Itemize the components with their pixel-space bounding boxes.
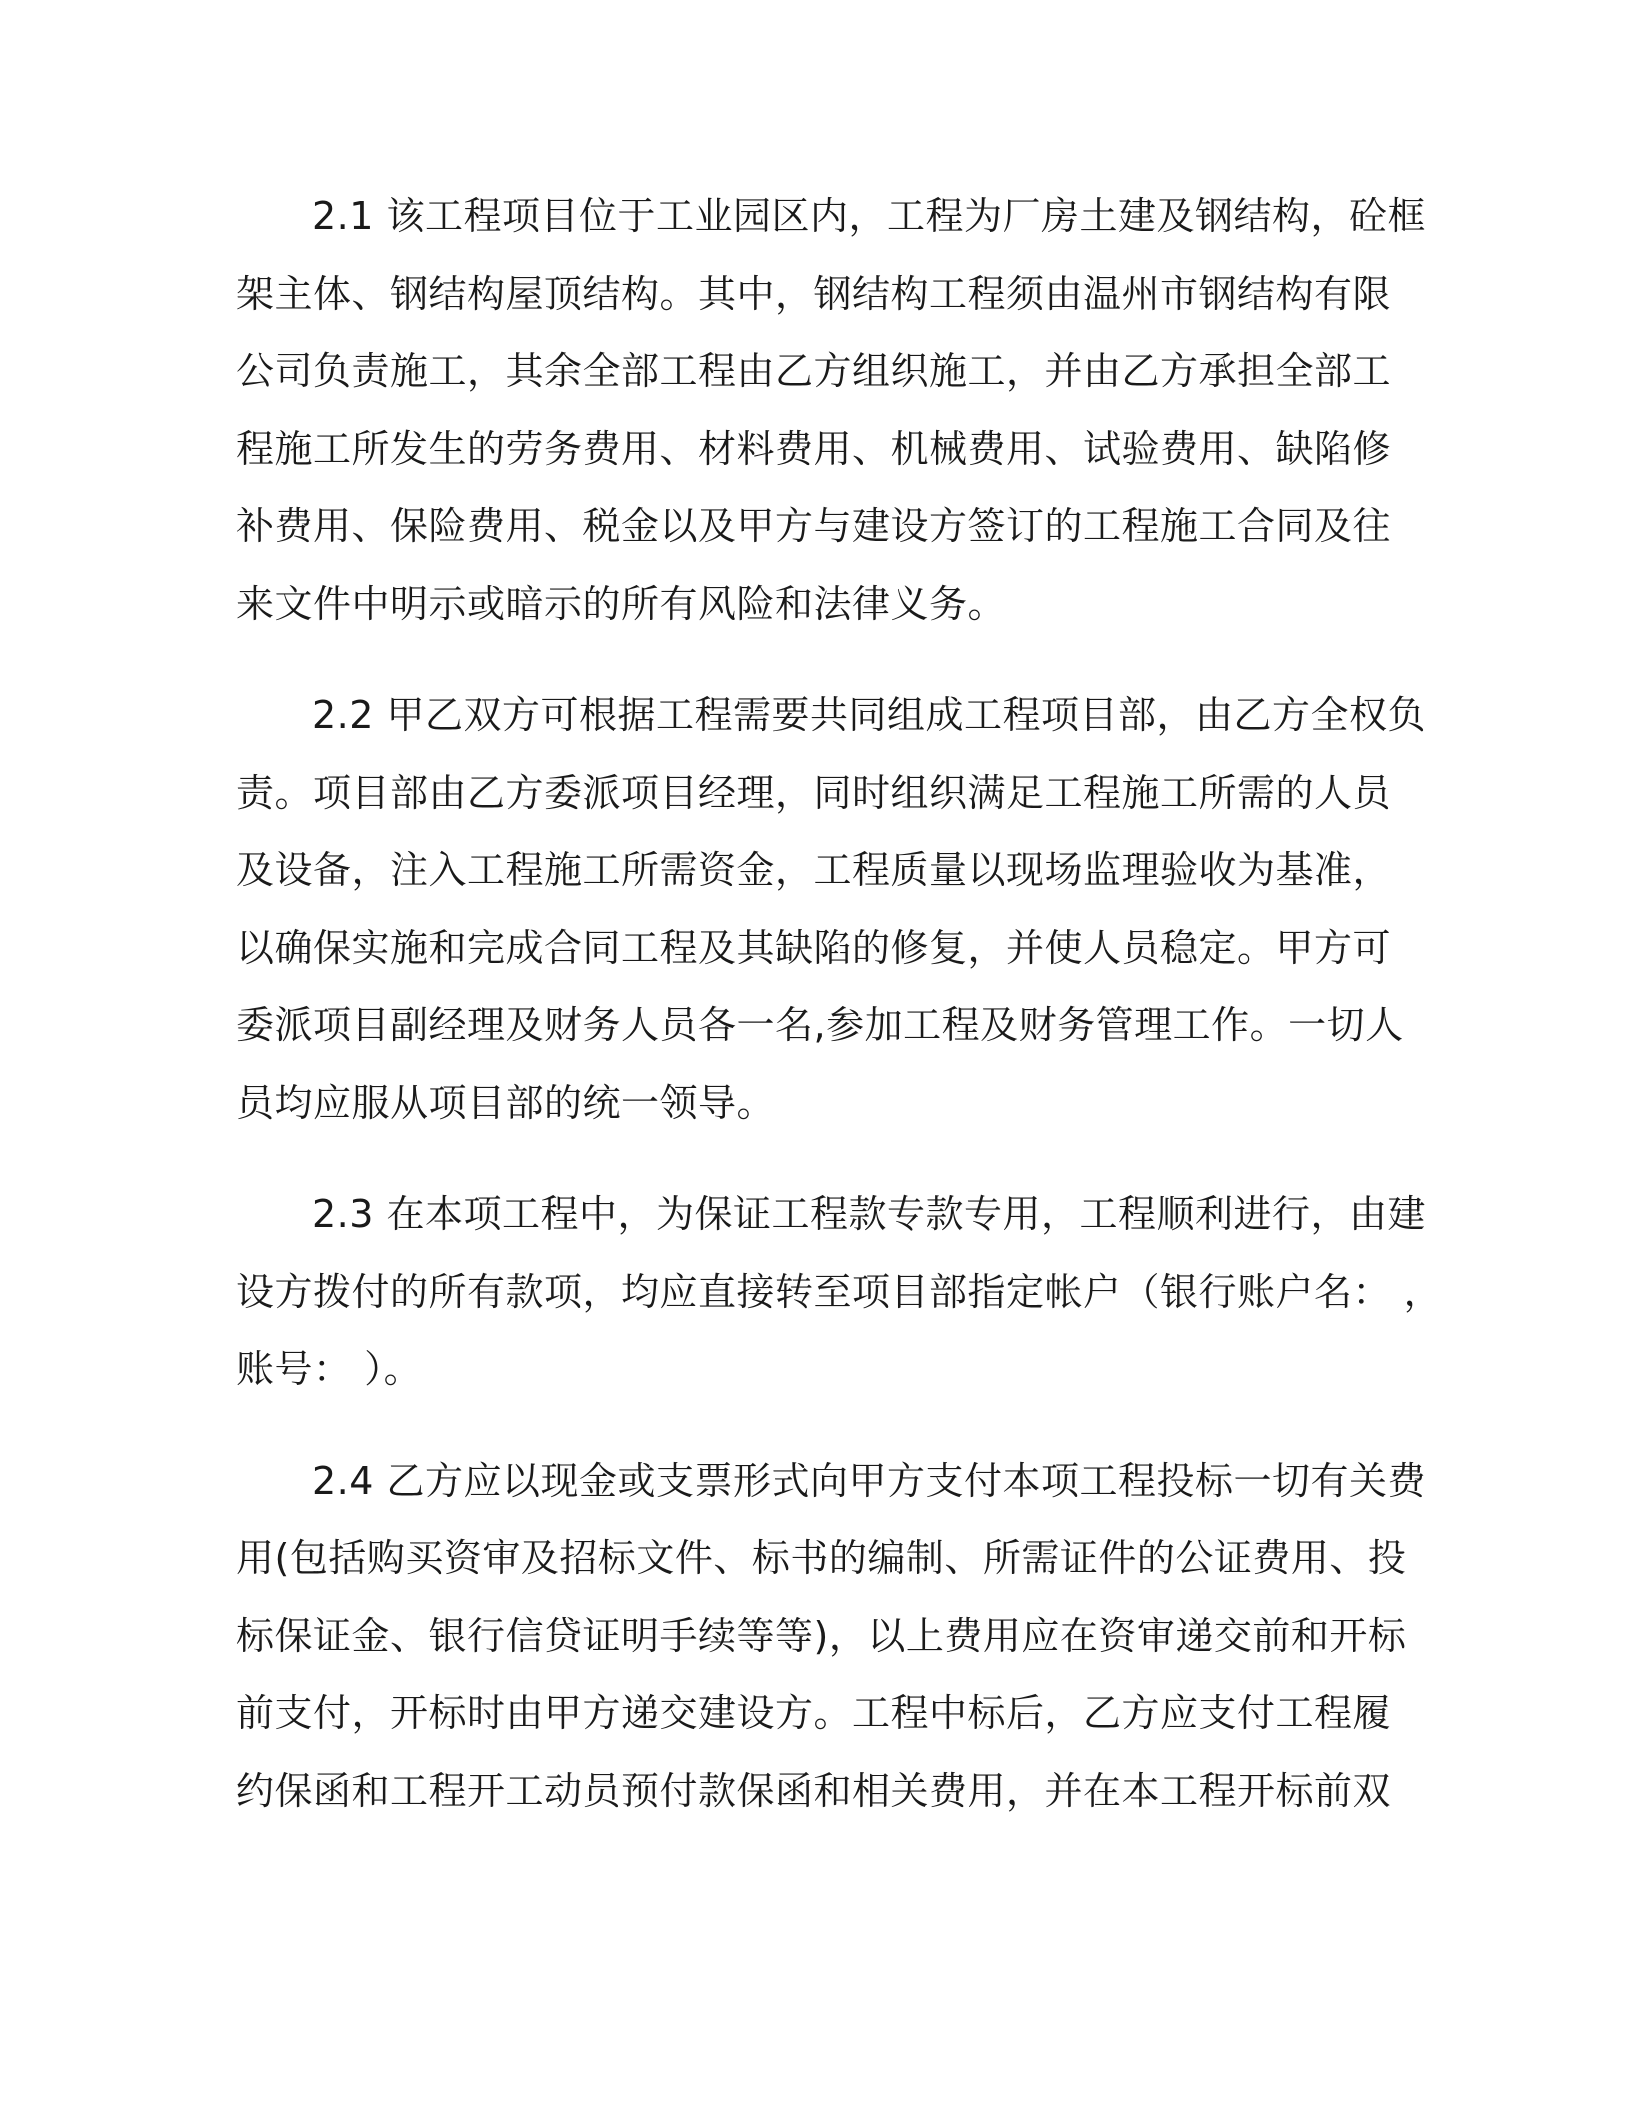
paragraph-line: 账号： ）。 [236,1347,423,1391]
paragraph-line: 架主体、钢结构屋顶结构。其中，钢结构工程须由温州市钢结构有限 [236,271,1392,316]
paragraph-2-3 [236,1176,1443,1409]
paragraph-line: 2.4 乙方应以现金或支票形式向甲方支付本项工程投标一切有关费 [312,1458,1427,1503]
paragraph-line: 补费用、保险费用、税金以及甲方与建设方签订的工程施工合同及往 [236,504,1392,548]
paragraph-line: 来文件中明示或暗示的所有风险和法律义务。 [236,581,1007,626]
paragraph-line: 2.2 甲乙双方可根据工程需要共同组成工程项目部，由乙方全权负 [312,693,1427,737]
paragraph-line: 公司负责施工，其余全部工程由乙方组织施工，并由乙方承担全部工 [236,349,1392,393]
paragraph-line: 委派项目副经理及财务人员各一名,参加工程及财务管理工作。一切人 [236,1003,1404,1047]
paragraph-line: 设方拨付的所有款项，均应直接转至项目部指定帐户（银行账户名： ， [236,1269,1443,1314]
paragraph-line: 责。项目部由乙方委派项目经理，同时组织满足工程施工所需的人员 [236,770,1392,815]
paragraph-line: 2.1 该工程项目位于工业园区内，工程为厂房土建及钢结构，砼框 [312,194,1427,238]
paragraph-line: 程施工所发生的劳务费用、材料费用、机械费用、试验费用、缺陷修 [236,426,1392,471]
paragraph-line: 及设备，注入工程施工所需资金，工程质量以现场监理验收为基准， [236,848,1392,892]
paragraph-2-2 [236,677,1427,1142]
paragraph-line: 用(包括购买资审及招标文件、标书的编制、所需证件的公证费用、投 [236,1536,1407,1580]
paragraph-line: 员均应服从项目部的统一领导。 [236,1080,776,1125]
paragraph-line: 标保证金、银行信贷证明手续等等)，以上费用应在资审递交前和开标 [236,1613,1407,1658]
document-body [236,178,1443,1830]
paragraph-line: 前支付，开标时由甲方递交建设方。工程中标后，乙方应支付工程履 [236,1691,1392,1735]
paragraph-2-1 [236,178,1427,643]
paragraph-line: 2.3 在本项工程中，为保证工程款专款专用，工程顺利进行，由建 [312,1192,1427,1236]
paragraph-line: 以确保实施和完成合同工程及其缺陷的修复，并使人员稳定。甲方可 [236,925,1392,970]
paragraph-2-4 [236,1443,1427,1831]
paragraph-line: 约保函和工程开工动员预付款保函和相关费用，并在本工程开标前双 [236,1768,1392,1813]
